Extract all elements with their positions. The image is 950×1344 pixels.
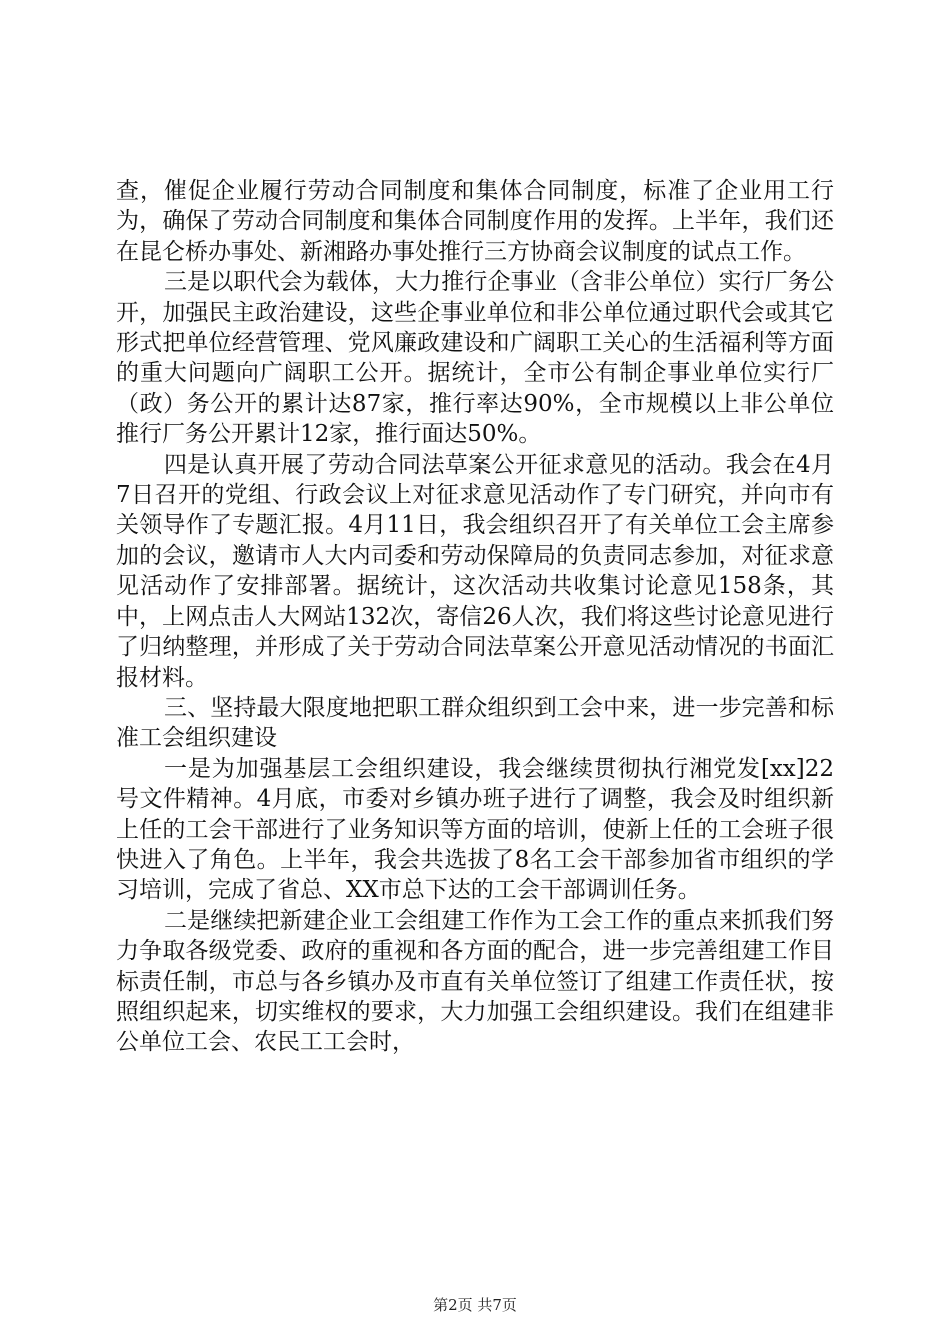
section-heading-3: 三、坚持最大限度地把职工群众组织到工会中来，进一步完善和标准工会组织建设 <box>116 694 834 752</box>
paragraph-item-2: 二是继续把新建企业工会组建工作作为工会工作的重点来抓我们努力争取各级党委、政府的重视和各方面的配合，进一步完善组建工作目标责任制，市总与各乡镇办及市直有关单位签订了组建工作责任状，按照组织起来，切实维权的要求，大力加强工会组织建设。我们在组建非公单位工会、农民工工会时， <box>116 907 834 1056</box>
paragraph-item-3: 三是以职代会为载体，大力推行企事业（含非公单位）实行厂务公开，加强民主政治建设，这些企事业单位和非公单位通过职代会或其它形式把单位经营管理、党风廉政建设和广阔职工关心的生活福利等方面的重大问题向广阔职工公开。据统计，全市公有制企事业单位实行厂（政）务公开的累计达87家，推行率达90%，全市规模以上非公单位推行厂务公开累计12家，推行面达50%。 <box>116 269 834 448</box>
paragraph-continuation: 查，催促企业履行劳动合同制度和集体合同制度，标准了企业用工行为，确保了劳动合同制度和集体合同制度作用的发挥。上半年，我们还在昆仑桥办事处、新湘路办事处推行三方协商会议制度的试点工作。 <box>116 178 834 265</box>
body-text <box>116 176 834 1058</box>
paragraph-item-4: 四是认真开展了劳动合同法草案公开征求意见的活动。我会在4月7日召开的党组、行政会议上对征求意见活动作了专门研究，并向市有关领导作了专题汇报。4月11日，我会组织召开了有关单位工会主席参加的会议，邀请市人大内司委和劳动保障局的负责同志参加，对征求意见活动作了安排部署。据统计，这次活动共收集讨论意见158条，其中，上网点击人大网站132次，寄信26人次，我们将这些讨论意见进行了归纳整理，并形成了关于劳动合同法草案公开意见活动情况的书面汇报材料。 <box>116 451 834 691</box>
page-footer: 第2页 共7页 <box>433 1296 517 1314</box>
paragraph-item-1: 一是为加强基层工会组织建设，我会继续贯彻执行湘党发[xx]22号文件精神。4月底，市委对乡镇办班子进行了调整，我会及时组织新上任的工会干部进行了业务知识等方面的培训，使新上任的工会班子很快进入了角色。上半年，我会共选拔了8名工会干部参加省市组织的学习培训，完成了省总、XX市总下达的工会干部调训任务。 <box>116 755 834 904</box>
